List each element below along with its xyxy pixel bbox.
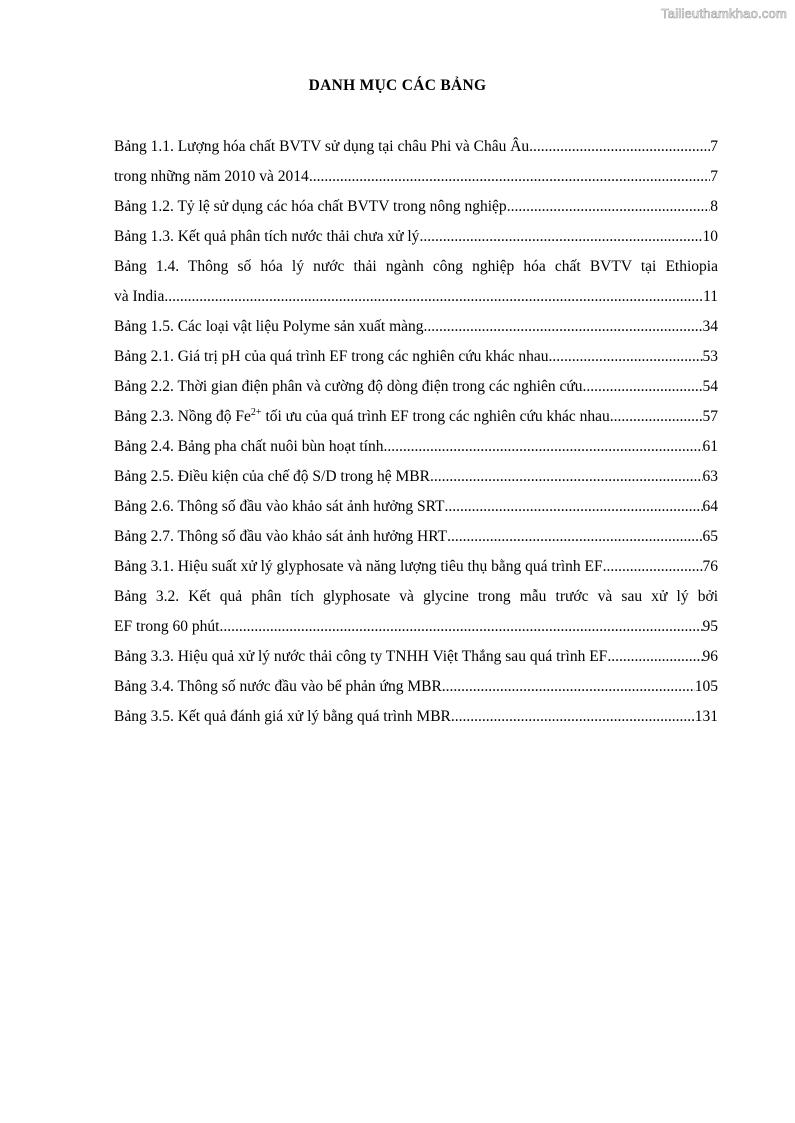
toc-entry[interactable] (114, 586, 718, 616)
toc-entry-text: Bảng 2.1. Giá trị pH của quá trình EF trong các nghiên cứu khác nhau (114, 348, 549, 365)
toc-entry-text: EF trong 60 phút (114, 618, 220, 635)
toc-entry[interactable] (114, 436, 718, 466)
toc-entry-text: Bảng 1.3. Kết quả phân tích nước thải chưa xử lý (114, 228, 420, 245)
leader-dots (507, 196, 711, 218)
toc-entry-text: và India (114, 288, 165, 305)
toc-entry[interactable] (114, 406, 718, 436)
toc-entry-page: 53 (702, 348, 718, 365)
toc-entry-page: 61 (702, 438, 718, 455)
toc-entry-text-pre: Bảng 2.3. Nồng độ Fe (114, 408, 251, 425)
leader-dots (442, 676, 695, 698)
toc-entry[interactable] (114, 466, 718, 496)
toc-entry-text (114, 406, 610, 428)
toc-entry-page: 96 (702, 648, 718, 665)
leader-dots (603, 556, 703, 578)
leader-dots (424, 316, 703, 338)
toc-entry[interactable] (114, 346, 718, 376)
toc-entry-text: Bảng 1.5. Các loại vật liệu Polyme sản xuất màng (114, 318, 424, 335)
toc-entry-text: Bảng 3.2. Kết quả phân tích glyphosate và glycine trong mẫu trước và sau xử lý bởi (114, 588, 718, 605)
table-of-tables (114, 136, 718, 736)
toc-entry-page: 54 (702, 378, 718, 395)
toc-entry[interactable] (114, 646, 718, 676)
leader-dots (549, 346, 703, 368)
toc-entry-page: 11 (703, 288, 718, 305)
toc-entry-page: 131 (694, 708, 718, 725)
toc-entry-page: 8 (710, 198, 718, 215)
toc-entry[interactable] (114, 136, 718, 166)
toc-entry-page: 64 (702, 498, 718, 515)
leader-dots (583, 376, 703, 398)
toc-entry[interactable] (114, 196, 718, 226)
toc-entry[interactable] (114, 496, 718, 526)
toc-entry[interactable] (114, 706, 718, 736)
leader-dots (419, 226, 702, 248)
leader-dots (164, 286, 703, 308)
toc-entry[interactable] (114, 556, 718, 586)
toc-entry-page: 95 (702, 618, 718, 635)
toc-entry-page: 65 (702, 528, 718, 545)
superscript: 2+ (250, 407, 262, 418)
toc-entry-text: Bảng 2.6. Thông số đầu vào khảo sát ảnh hưởng SRT (114, 498, 445, 515)
leader-dots (529, 136, 710, 158)
leader-dots (220, 616, 703, 638)
toc-entry-text: Bảng 3.5. Kết quả đánh giá xử lý bằng quá trình MBR (114, 708, 451, 725)
leader-dots (607, 646, 702, 668)
toc-entry-page: 76 (702, 558, 718, 575)
toc-entry-page: 105 (694, 678, 718, 695)
toc-entry-page: 57 (702, 408, 718, 425)
toc-entry-page: 63 (702, 468, 718, 485)
leader-dots (447, 526, 702, 548)
toc-entry-page: 10 (702, 228, 718, 245)
toc-entry[interactable] (114, 676, 718, 706)
toc-entry[interactable] (114, 286, 718, 316)
toc-entry-text: Bảng 3.4. Thông số nước đầu vào bể phản ứng MBR (114, 678, 442, 695)
toc-entry-text: Bảng 3.3. Hiệu quả xử lý nước thải công ty TNHH Việt Thắng sau quá trình EF (114, 648, 608, 665)
toc-entry-text: Bảng 2.2. Thời gian điện phân và cường độ dòng điện trong các nghiên cứu (114, 378, 583, 395)
leader-dots (384, 436, 703, 458)
leader-dots (309, 166, 710, 188)
toc-entry-text: Bảng 1.4. Thông số hóa lý nước thải ngành công nghiệp hóa chất BVTV tại Ethiopia (114, 258, 718, 275)
toc-entry-text: Bảng 2.5. Điều kiện của chế độ S/D trong hệ MBR (114, 468, 430, 485)
toc-entry-page: 7 (710, 168, 718, 185)
toc-entry-page: 7 (710, 138, 718, 155)
toc-entry-text: Bảng 1.1. Lượng hóa chất BVTV sử dụng tại châu Phi và Châu Âu (114, 138, 530, 155)
toc-entry-text: trong những năm 2010 và 2014 (114, 168, 309, 185)
toc-entry-text: Bảng 3.1. Hiệu suất xử lý glyphosate và năng lượng tiêu thụ bằng quá trình EF (114, 558, 603, 575)
leader-dots (451, 706, 695, 728)
toc-entry-text: Bảng 2.4. Bảng pha chất nuôi bùn hoạt tính (114, 438, 384, 455)
toc-entry-text: Bảng 2.7. Thông số đầu vào khảo sát ảnh hưởng HRT (114, 528, 448, 545)
toc-entry-text-post: tối ưu của quá trình EF trong các nghiên cứu khác nhau (261, 408, 610, 425)
page-title: DANH MỤC CÁC BẢNG (308, 77, 487, 94)
leader-dots (430, 466, 703, 488)
toc-entry-page: 34 (702, 318, 718, 335)
toc-entry[interactable] (114, 226, 718, 256)
toc-entry[interactable] (114, 256, 718, 286)
toc-entry[interactable] (114, 316, 718, 346)
leader-dots (445, 496, 703, 518)
toc-entry[interactable] (114, 616, 718, 646)
toc-entry[interactable] (114, 166, 718, 196)
toc-entry[interactable] (114, 526, 718, 556)
watermark: Tailieuthamkhao.com (661, 6, 787, 21)
leader-dots (610, 406, 703, 428)
toc-entry[interactable] (114, 376, 718, 406)
toc-entry-text: Bảng 1.2. Tỷ lệ sử dụng các hóa chất BVTV trong nông nghiệp (114, 198, 507, 215)
